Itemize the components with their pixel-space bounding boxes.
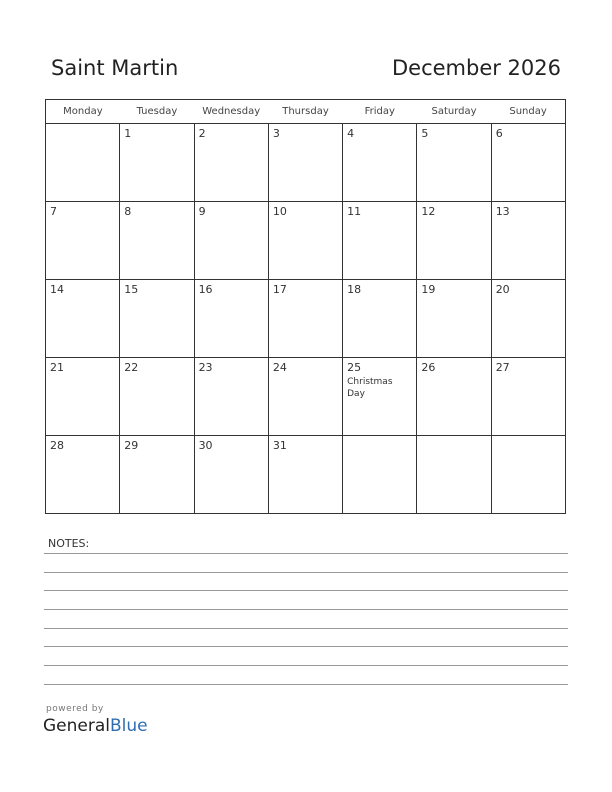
note-line xyxy=(44,665,568,666)
day-number: 24 xyxy=(272,361,287,374)
day-cell xyxy=(491,124,565,202)
day-number: 5 xyxy=(421,127,429,140)
day-cell xyxy=(46,124,120,202)
day-number: 17 xyxy=(272,283,287,296)
day-cell xyxy=(343,202,417,280)
day-number: 7 xyxy=(50,205,57,218)
day-cell xyxy=(120,202,194,280)
day-number: 14 xyxy=(50,283,64,296)
weekday-header: Monday xyxy=(46,100,120,124)
day-number: 23 xyxy=(198,361,213,374)
weekday-header: Sunday xyxy=(491,100,565,124)
day-cell xyxy=(343,436,417,514)
day-cell xyxy=(120,358,194,436)
note-line xyxy=(44,628,568,629)
day-cell xyxy=(194,436,268,514)
day-number: 29 xyxy=(124,439,139,452)
day-cell xyxy=(491,280,565,358)
day-cell xyxy=(120,124,194,202)
day-number: 31 xyxy=(272,439,287,452)
day-cell xyxy=(343,280,417,358)
day-number: 3 xyxy=(272,127,280,140)
day-cell xyxy=(46,358,120,436)
day-cell xyxy=(491,202,565,280)
day-cell xyxy=(417,436,491,514)
day-number: 22 xyxy=(124,361,139,374)
day-cell xyxy=(417,280,491,358)
note-line xyxy=(44,609,568,610)
week-row xyxy=(46,124,566,202)
calendar-grid xyxy=(45,99,566,514)
day-number: 16 xyxy=(198,283,213,296)
day-cell xyxy=(268,202,342,280)
note-line xyxy=(44,572,568,573)
day-cell xyxy=(46,202,120,280)
notes-label: NOTES: xyxy=(48,537,90,550)
day-number: 28 xyxy=(50,439,64,452)
powered-by-text: powered by xyxy=(46,704,104,714)
day-number: 18 xyxy=(347,283,362,296)
day-number: 25 xyxy=(347,361,362,374)
day-number: 10 xyxy=(272,205,287,218)
day-number: 12 xyxy=(421,205,436,218)
day-number: 4 xyxy=(347,127,355,140)
weekday-header-row xyxy=(46,100,566,124)
day-cell xyxy=(120,280,194,358)
day-cell xyxy=(120,436,194,514)
day-number: 20 xyxy=(495,283,510,296)
note-line xyxy=(44,553,568,554)
day-number: 21 xyxy=(50,361,64,374)
note-line xyxy=(44,684,568,685)
day-number: 2 xyxy=(198,127,206,140)
day-cell xyxy=(194,202,268,280)
day-number: 9 xyxy=(198,205,206,218)
day-number: 6 xyxy=(495,127,503,140)
page-title-month: December 2026 xyxy=(391,56,561,80)
day-cell xyxy=(417,124,491,202)
day-number: 1 xyxy=(124,127,132,140)
day-number: 19 xyxy=(421,283,436,296)
holiday-label: Christmas Day xyxy=(347,377,393,399)
day-number: 11 xyxy=(347,205,362,218)
day-cell xyxy=(268,280,342,358)
week-row xyxy=(46,358,566,436)
day-cell xyxy=(194,280,268,358)
day-number: 15 xyxy=(124,283,139,296)
day-cell xyxy=(417,202,491,280)
note-line xyxy=(44,646,568,647)
day-cell xyxy=(268,436,342,514)
day-cell xyxy=(417,358,491,436)
day-cell xyxy=(343,358,417,436)
day-cell xyxy=(194,124,268,202)
day-cell xyxy=(343,124,417,202)
generalblue-logo xyxy=(43,716,148,736)
day-cell xyxy=(46,280,120,358)
day-cell xyxy=(268,124,342,202)
day-cell xyxy=(268,358,342,436)
week-row xyxy=(46,280,566,358)
weekday-header: Wednesday xyxy=(194,100,268,124)
brand-general-text: General xyxy=(43,716,110,736)
note-line xyxy=(44,590,568,591)
day-cell xyxy=(46,436,120,514)
page-title-country: Saint Martin xyxy=(51,56,179,80)
day-number: 8 xyxy=(124,205,132,218)
weekday-header: Friday xyxy=(343,100,417,124)
day-cell xyxy=(194,358,268,436)
week-row xyxy=(46,202,566,280)
day-number: 26 xyxy=(421,361,436,374)
week-row xyxy=(46,436,566,514)
weekday-header: Thursday xyxy=(268,100,342,124)
day-cell xyxy=(491,436,565,514)
brand-blue-text: Blue xyxy=(110,716,148,736)
weekday-header: Saturday xyxy=(417,100,491,124)
weekday-header: Tuesday xyxy=(120,100,194,124)
day-number: 13 xyxy=(495,205,510,218)
day-number: 27 xyxy=(495,361,510,374)
day-number: 30 xyxy=(198,439,213,452)
day-cell xyxy=(491,358,565,436)
